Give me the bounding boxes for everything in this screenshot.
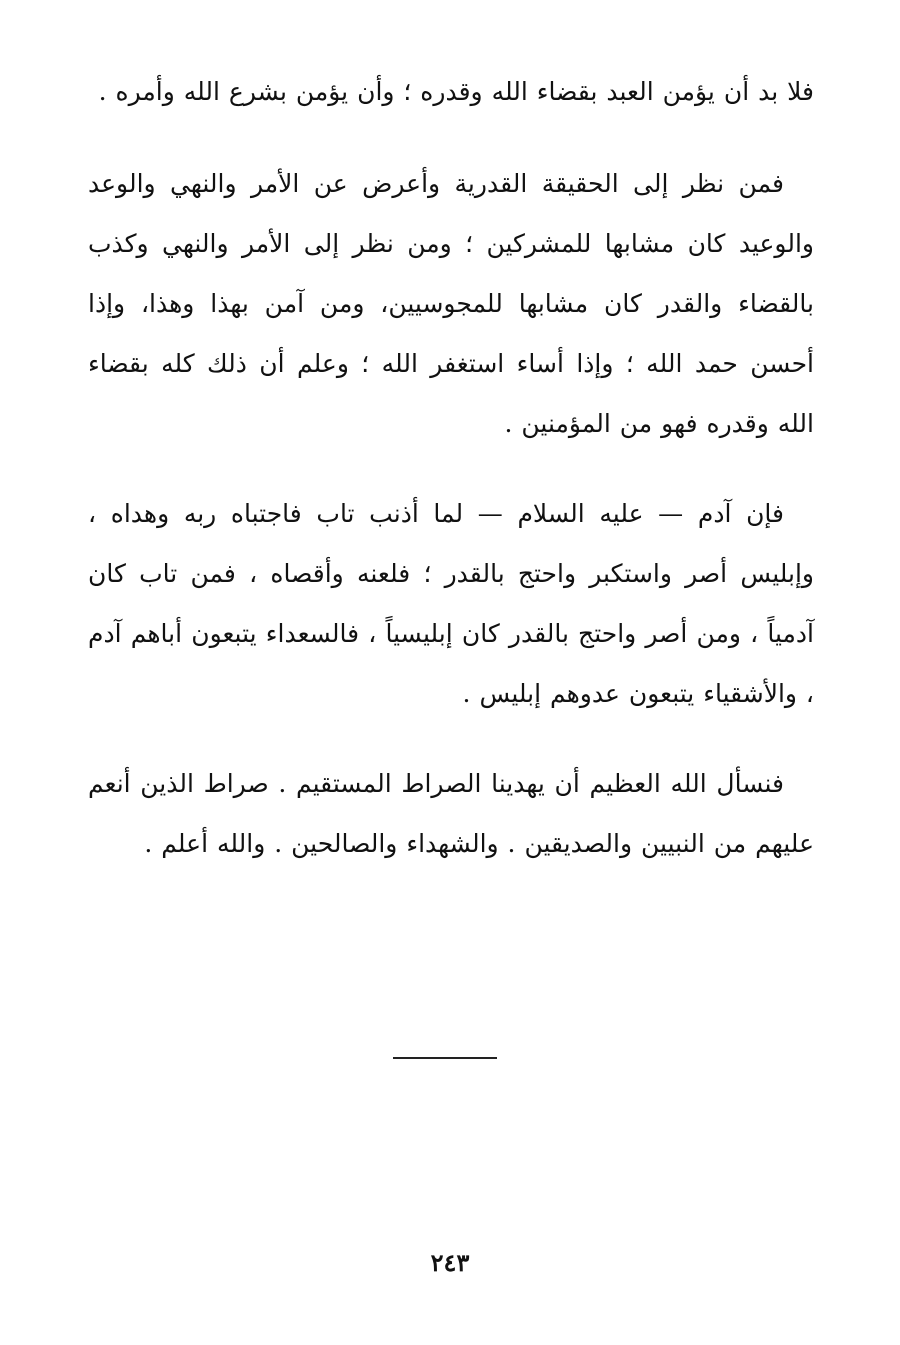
page-body [88, 62, 814, 874]
section-divider [393, 1057, 497, 1059]
paragraph-2: فمن نظر إلى الحقيقة القدرية وأعرض عن الأمر والنهي والوعد والوعيد كان مشابها للمشركين ؛ ومن نظر إلى الأمر والنهي وكذب بالقضاء والقدر كان مشابها للمجوسيين، ومن آمن بهذا وهذا، وإذا أحسن حمد الله ؛ وإذا أساء استغفر الله ؛ وعلم أن ذلك كله بقضاء الله وقدره فهو من المؤمنين . [88, 169, 814, 438]
page-number: ٢٤٣ [430, 1248, 470, 1277]
paragraph-1: فلا بد أن يؤمن العبد بقضاء الله وقدره ؛ وأن يؤمن بشرع الله وأمره . [98, 77, 814, 106]
paragraph-3: فإن آدم — عليه السلام — لما أذنب تاب فاجتباه ربه وهداه ، وإبليس أصر واستكبر واحتج بالقدر ؛ فلعنه وأقصاه ، فمن تاب كان آدمياً ، ومن أصر واحتج بالقدر كان إبليسياً ، فالسعداء يتبعون أباهم آدم ، والأشقياء يتبعون عدوهم إبليس . [88, 499, 814, 708]
paragraph-4: فنسأل الله العظيم أن يهدينا الصراط المستقيم . صراط الذين أنعم عليهم من النبيين والصديقين . والشهداء والصالحين . والله أعلم . [88, 769, 814, 858]
